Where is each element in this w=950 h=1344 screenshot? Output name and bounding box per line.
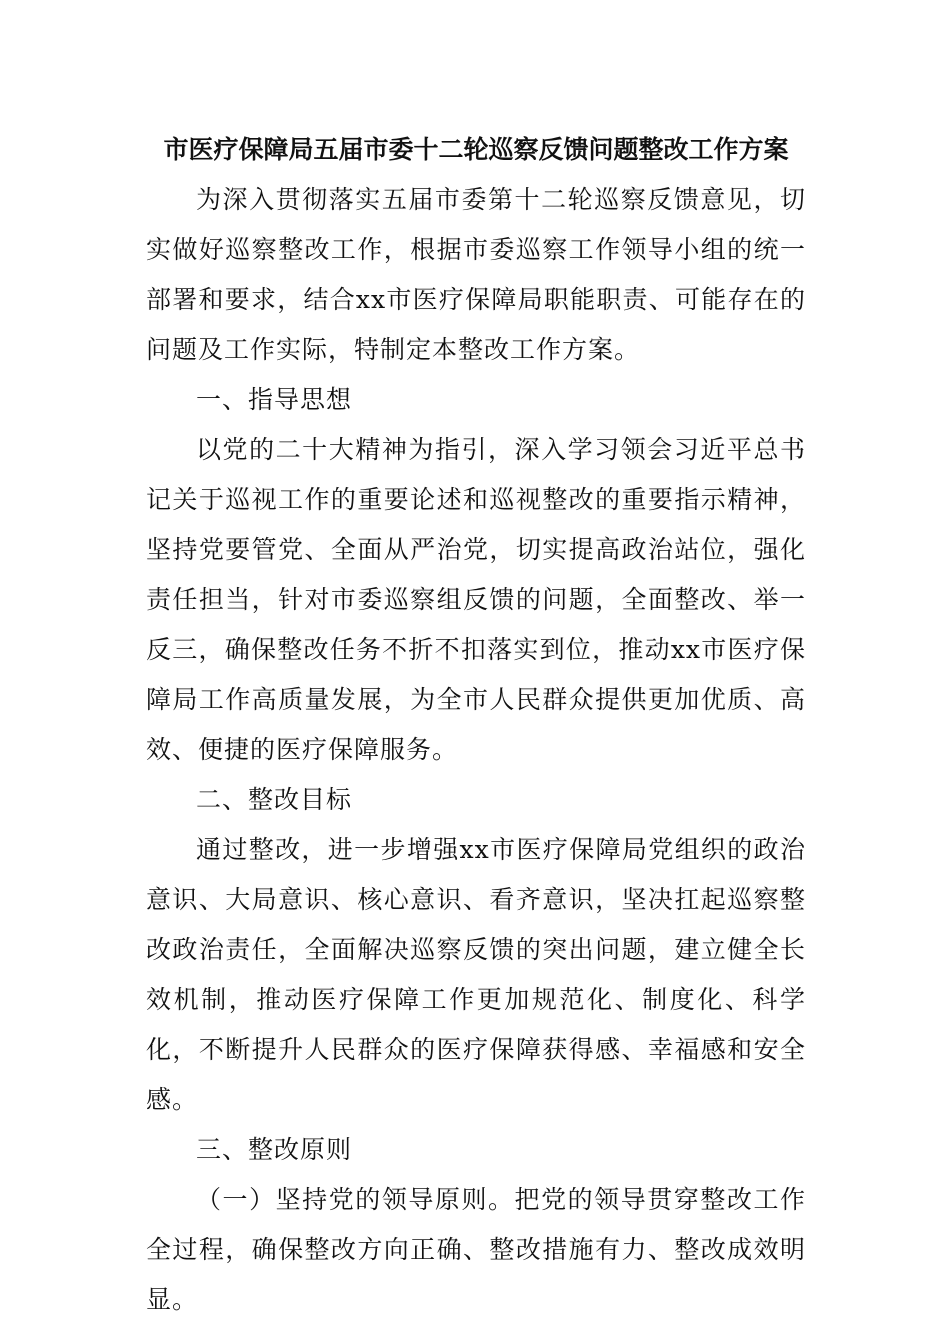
section-heading-guiding-ideology: 一、指导思想 bbox=[196, 385, 353, 414]
document-title: 市医疗保障局五届市委十二轮巡察反馈问题整改工作方案 bbox=[163, 135, 789, 164]
intro-paragraph: 为深入贯彻落实五届市委第十二轮巡察反馈意见，切实做好巡察整改工作，根据市委巡察工作领导小组的统一部署和要求，结合xx市医疗保障局职能职责、可能存在的问题及工作实际，特制定本整改工作方案。 bbox=[146, 185, 806, 364]
guiding-ideology-paragraph: 以党的二十大精神为指引，深入学习领会习近平总书记关于巡视工作的重要论述和巡视整改的重要指示精神，坚持党要管党、全面从严治党，切实提高政治站位，强化责任担当，针对市委巡察组反馈的问题，全面整改、举一反三，确保整改任务不折不扣落实到位，推动xx市医疗保障局工作高质量发展，为全市人民群众提供更加优质、高效、便捷的医疗保障服务。 bbox=[146, 435, 806, 764]
section-heading-rectification-goals: 二、整改目标 bbox=[196, 785, 353, 814]
section-heading-rectification-principles: 三、整改原则 bbox=[196, 1135, 353, 1164]
document-body bbox=[146, 175, 806, 1325]
rectification-goals-paragraph: 通过整改，进一步增强xx市医疗保障局党组织的政治意识、大局意识、核心意识、看齐意识，坚决扛起巡察整改政治责任，全面解决巡察反馈的突出问题，建立健全长效机制，推动医疗保障工作更加规范化、制度化、科学化，不断提升人民群众的医疗保障获得感、幸福感和安全感。 bbox=[146, 835, 806, 1114]
principle-one-paragraph: （一）坚持党的领导原则。把党的领导贯穿整改工作全过程，确保整改方向正确、整改措施有力、整改成效明显。 bbox=[146, 1185, 806, 1314]
